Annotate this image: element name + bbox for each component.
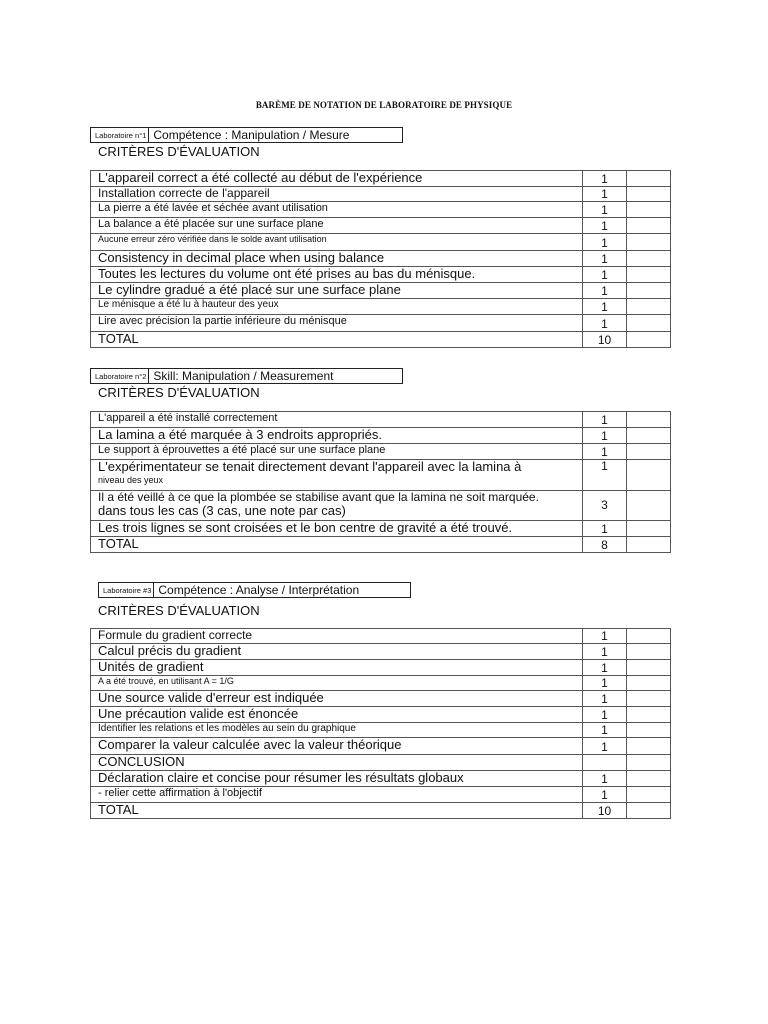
table-row [91, 644, 671, 660]
criterion-mark-cell [627, 234, 671, 251]
criterion-text: Aucune erreur zéro vérifiée dans le solde avant utilisation [91, 234, 583, 251]
table-row [91, 218, 671, 234]
criterion-mark-cell [627, 644, 671, 660]
lab2-label: Laboratoire n°2 [91, 369, 149, 383]
table-row-total [91, 803, 671, 819]
table-row [91, 521, 671, 537]
criterion-mark-cell [627, 755, 671, 771]
criterion-score: 1 [583, 707, 627, 723]
criterion-text: Identifier les relations et les modèles au sein du graphique [91, 723, 583, 738]
table-row [91, 771, 671, 787]
criterion-text-line2: niveau des yeux [98, 474, 164, 485]
criterion-score: 1 [583, 629, 627, 644]
table-row [91, 234, 671, 251]
lab1-header-box [90, 127, 403, 143]
criterion-score: 1 [583, 428, 627, 444]
criterion-mark-cell [627, 412, 671, 428]
criterion-text: Consistency in decimal place when using balance [91, 251, 583, 267]
lab3-competence: Compétence : Analyse / Interprétation [158, 583, 360, 597]
criterion-mark-cell [627, 315, 671, 332]
criterion-mark-cell [627, 444, 671, 460]
criterion-score: 1 [583, 299, 627, 315]
criterion-score: 1 [583, 676, 627, 691]
criterion-score: 1 [583, 521, 627, 537]
criterion-mark-cell [627, 187, 671, 202]
criterion-mark-cell [627, 218, 671, 234]
criterion-text: Formule du gradient correcte [91, 629, 583, 644]
criterion-text: La balance a été placée sur une surface plane [91, 218, 583, 234]
criterion-mark-cell [627, 691, 671, 707]
criterion-mark-cell [627, 171, 671, 187]
criterion-text: Le cylindre gradué a été placé sur une surface plane [91, 283, 583, 299]
criterion-mark-cell [627, 299, 671, 315]
table-row [91, 660, 671, 676]
criterion-text: Une source valide d'erreur est indiquée [91, 691, 583, 707]
criterion-score: 3 [583, 491, 627, 521]
lab2-competence: Skill: Manipulation / Measurement [153, 369, 334, 383]
criterion-text: L'appareil correct a été collecté au début de l'expérience [91, 171, 583, 187]
criterion-text: Toutes les lectures du volume ont été prises au bas du ménisque. [91, 267, 583, 283]
criterion-mark-cell [627, 771, 671, 787]
criterion-score: 1 [583, 787, 627, 803]
lab1-competence: Compétence : Manipulation / Mesure [153, 128, 350, 142]
criterion-text: Calcul précis du gradient [91, 644, 583, 660]
criterion-mark-cell [627, 723, 671, 738]
criterion-score: 1 [583, 691, 627, 707]
table-row-conclusion [91, 755, 671, 771]
table-row [91, 251, 671, 267]
table-row [91, 428, 671, 444]
lab2-criteria-header: CRITÈRES D'ÉVALUATION [98, 385, 260, 400]
table-row [91, 171, 671, 187]
criterion-text: Le support à éprouvettes a été placé sur une surface plane [91, 444, 583, 460]
table-row [91, 723, 671, 738]
table-row [91, 444, 671, 460]
criterion-score: 1 [583, 412, 627, 428]
table-row [91, 676, 671, 691]
criterion-score: 1 [583, 315, 627, 332]
criterion-text: Unités de gradient [91, 660, 583, 676]
criterion-text-line1: L'expérimentateur se tenait directement devant l'appareil avec la lamina à [98, 459, 522, 474]
criterion-mark-cell [627, 428, 671, 444]
criterion-mark-cell [627, 267, 671, 283]
criterion-mark-cell [627, 803, 671, 819]
table-row [91, 629, 671, 644]
criterion-mark-cell [627, 707, 671, 723]
criterion-mark-cell [627, 460, 671, 491]
criterion-score: 1 [583, 187, 627, 202]
criterion-score: 1 [583, 723, 627, 738]
criterion-mark-cell [627, 738, 671, 755]
table-row-total [91, 537, 671, 553]
total-score: 10 [583, 803, 627, 819]
table-row [91, 187, 671, 202]
criterion-score: 1 [583, 460, 627, 491]
table-row [91, 283, 671, 299]
criterion-mark-cell [627, 251, 671, 267]
criterion-text: - relier cette affirmation à l'objectif [91, 787, 583, 803]
total-label: TOTAL [91, 537, 583, 553]
criterion-text: Comparer la valeur calculée avec la valeur théorique [91, 738, 583, 755]
table-row [91, 738, 671, 755]
criterion-score: 1 [583, 283, 627, 299]
criterion-text: Une précaution valide est énoncée [91, 707, 583, 723]
table-row [91, 460, 671, 491]
criterion-mark-cell [627, 521, 671, 537]
total-score: 8 [583, 537, 627, 553]
criterion-mark-cell [627, 283, 671, 299]
lab1-label: Laboratoire n°1 [91, 128, 149, 142]
criterion-text: A a été trouvé, en utilisant A = 1/G [91, 676, 583, 691]
table-row-total [91, 332, 671, 348]
criterion-text-line1: Il a été veillé à ce que la plombée se stabilise avant que la lamina ne soit marquée. [98, 490, 539, 504]
table-row [91, 299, 671, 315]
criterion-score: 1 [583, 218, 627, 234]
criterion-score: 1 [583, 234, 627, 251]
lab3-criteria-table [90, 628, 671, 819]
criterion-score: 1 [583, 267, 627, 283]
criterion-mark-cell [627, 332, 671, 348]
lab1-criteria-header: CRITÈRES D'ÉVALUATION [98, 144, 260, 159]
lab3-header-box [98, 582, 411, 598]
lab1-criteria-table [90, 170, 671, 348]
total-label: TOTAL [91, 803, 583, 819]
criterion-mark-cell [627, 537, 671, 553]
table-row [91, 315, 671, 332]
document-title: BARÈME DE NOTATION DE LABORATOIRE DE PHYSIQUE [255, 100, 513, 110]
criterion-mark-cell [627, 676, 671, 691]
criterion-text: Installation correcte de l'appareil [91, 187, 583, 202]
table-row [91, 267, 671, 283]
table-row [91, 491, 671, 521]
table-row [91, 691, 671, 707]
table-row [91, 787, 671, 803]
criterion-mark-cell [627, 660, 671, 676]
lab3-label: Laboratoire #3 [99, 583, 154, 597]
criterion-score: 1 [583, 660, 627, 676]
criterion-score: 1 [583, 771, 627, 787]
conclusion-label: CONCLUSION [91, 755, 583, 771]
criterion-text: Les trois lignes se sont croisées et le bon centre de gravité a été trouvé. [91, 521, 583, 537]
criterion-text: La pierre a été lavée et séchée avant utilisation [91, 202, 583, 218]
criterion-score: 1 [583, 444, 627, 460]
criterion-mark-cell [627, 491, 671, 521]
criterion-text [91, 460, 583, 491]
criterion-mark-cell [627, 629, 671, 644]
criterion-text: L'appareil a été installé correctement [91, 412, 583, 428]
criterion-text: Le ménisque a été lu à hauteur des yeux [91, 299, 583, 315]
table-row [91, 202, 671, 218]
criterion-score [583, 755, 627, 771]
criterion-text-line2: dans tous les cas (3 cas, une note par cas) [98, 503, 346, 519]
total-label: TOTAL [91, 332, 583, 348]
criterion-mark-cell [627, 202, 671, 218]
criterion-mark-cell [627, 787, 671, 803]
criterion-text: Lire avec précision la partie inférieure du ménisque [91, 315, 583, 332]
lab2-header-box [90, 368, 403, 384]
criterion-score: 1 [583, 171, 627, 187]
criterion-score: 1 [583, 644, 627, 660]
criterion-text: Déclaration claire et concise pour résumer les résultats globaux [91, 771, 583, 787]
table-row [91, 707, 671, 723]
criterion-text [91, 491, 583, 521]
criterion-score: 1 [583, 251, 627, 267]
lab2-criteria-table [90, 411, 671, 553]
lab3-criteria-header: CRITÈRES D'ÉVALUATION [98, 603, 260, 618]
total-score: 10 [583, 332, 627, 348]
criterion-text: La lamina a été marquée à 3 endroits appropriés. [91, 428, 583, 444]
table-row [91, 412, 671, 428]
criterion-score: 1 [583, 202, 627, 218]
criterion-score: 1 [583, 738, 627, 755]
